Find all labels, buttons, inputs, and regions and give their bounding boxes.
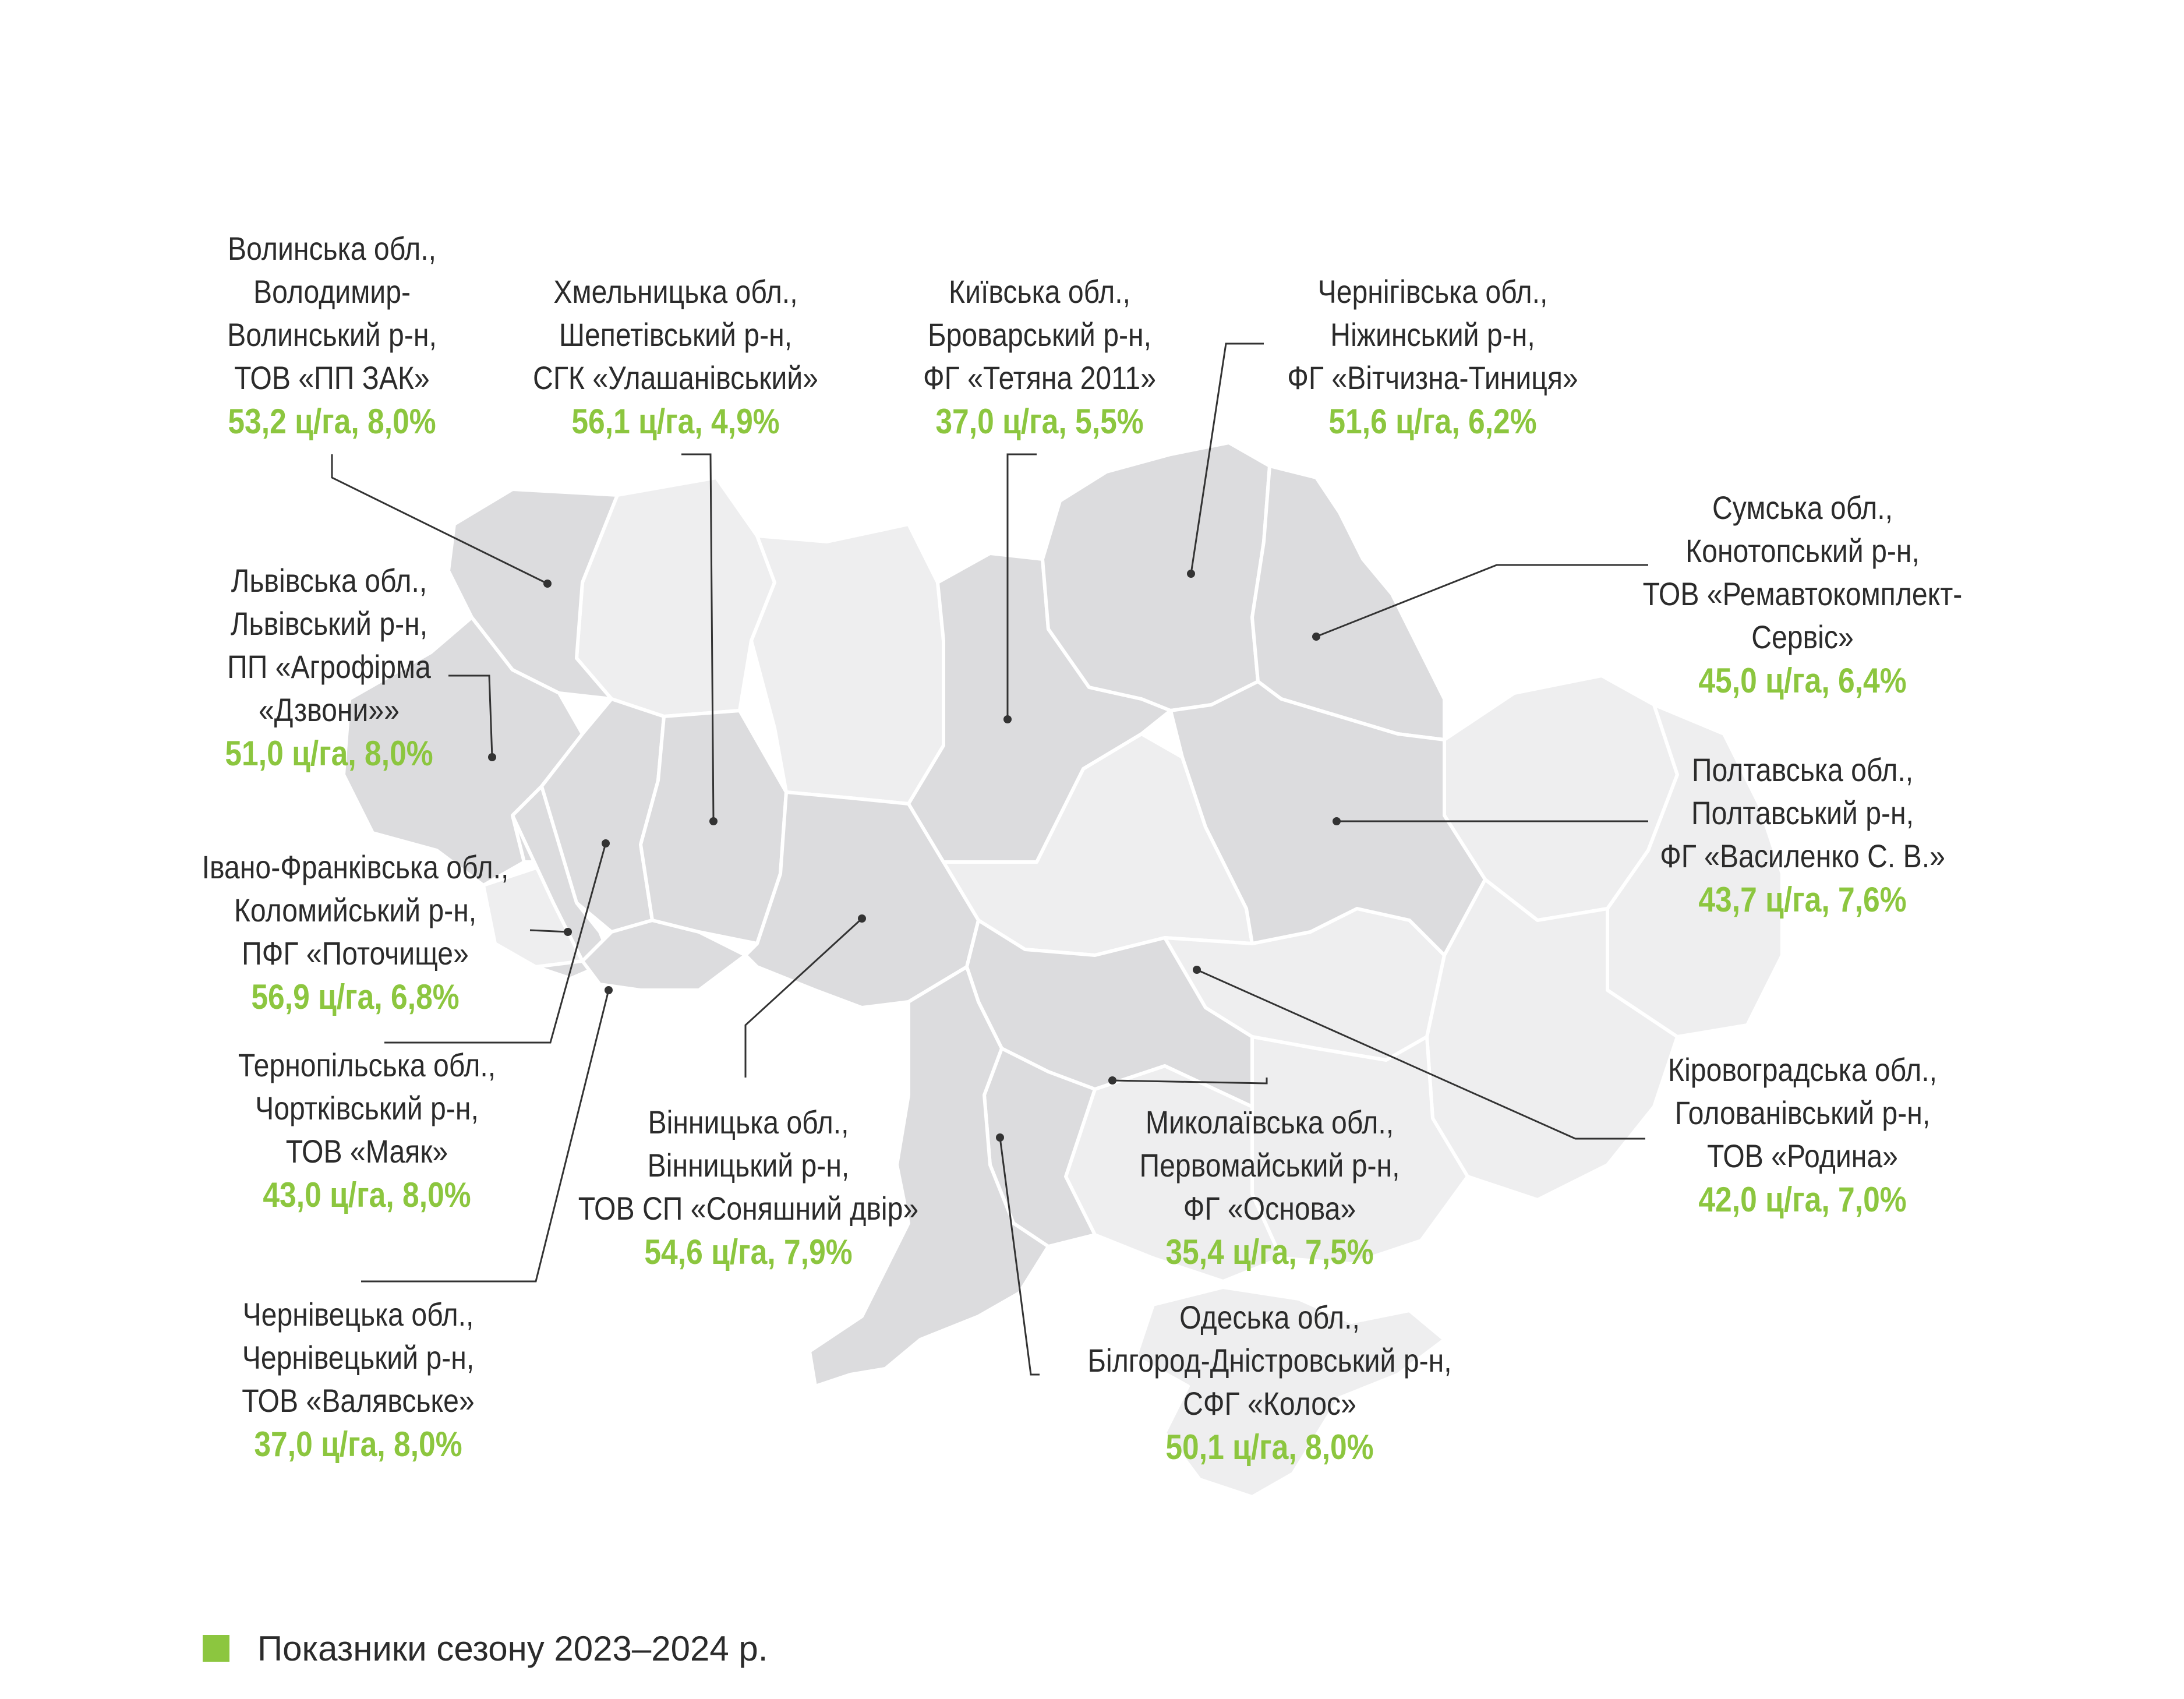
label-chernihiv xyxy=(1264,270,1602,444)
marker-mykolaiv xyxy=(1108,1076,1116,1085)
label-line: Миколаївська обл., xyxy=(1145,1104,1394,1140)
label-line: ТОВ «Ремавтокомплект- xyxy=(1642,575,1963,612)
marker-kirovohrad xyxy=(1193,966,1201,974)
label-value: 35,4 ц/га, 7,5% xyxy=(1165,1232,1374,1271)
label-line: Хмельницька обл., xyxy=(553,273,798,310)
label-line: ТОВ «Валявське» xyxy=(242,1382,475,1419)
label-kyiv xyxy=(904,270,1175,444)
label-line: ФГ «Василенко С. В.» xyxy=(1660,838,1945,874)
label-line: ФГ «Основа» xyxy=(1183,1190,1356,1227)
marker-lviv xyxy=(488,753,496,761)
label-ivano-frankivsk xyxy=(177,846,534,1019)
label-value: 54,6 ц/га, 7,9% xyxy=(644,1232,853,1271)
region-chernihiv xyxy=(1042,443,1270,711)
label-value: 45,0 ц/га, 6,4% xyxy=(1698,661,1907,700)
label-line: «Дзвони»» xyxy=(259,691,400,728)
label-lviv xyxy=(208,559,450,776)
label-odesa xyxy=(1058,1296,1481,1470)
label-line: Кіровоградська обл., xyxy=(1668,1051,1937,1088)
label-line: ТОВ «Маяк» xyxy=(285,1133,448,1170)
label-value: 51,6 ц/га, 6,2% xyxy=(1328,402,1537,441)
legend-swatch xyxy=(203,1635,229,1662)
marker-vinnytsia xyxy=(858,914,866,923)
label-line: Чернівецький р-н, xyxy=(242,1339,475,1376)
label-line: СФГ «Колос» xyxy=(1183,1385,1356,1422)
label-line: Полтавська обл., xyxy=(1691,751,1914,788)
label-line: Одеська обл., xyxy=(1179,1299,1360,1336)
label-line: ТОВ СП «Соняшний двір» xyxy=(578,1190,919,1227)
label-value: 37,0 ц/га, 8,0% xyxy=(254,1425,462,1464)
label-line: Броварський р-н, xyxy=(927,316,1152,353)
label-khmelnytskyi xyxy=(510,270,842,444)
label-line: Івано-Франківська обл., xyxy=(202,849,509,885)
region-zhytomyr xyxy=(751,524,943,804)
label-poltava xyxy=(1637,748,1969,922)
label-value: 56,9 ц/га, 6,8% xyxy=(251,977,460,1016)
label-line: Київська обл., xyxy=(949,273,1130,310)
label-line: Білгород-Дністровський р-н, xyxy=(1087,1342,1452,1379)
label-value: 51,0 ц/га, 8,0% xyxy=(225,734,433,773)
label-line: Коломийський р-н, xyxy=(234,892,477,928)
label-line: Голованівський р-н, xyxy=(1674,1094,1931,1131)
label-value: 50,1 ц/га, 8,0% xyxy=(1165,1428,1374,1467)
legend-label: Показники сезону 2023–2024 р. xyxy=(257,1629,768,1668)
label-chernivtsi xyxy=(223,1293,494,1467)
marker-odesa xyxy=(996,1133,1004,1142)
label-kirovohrad xyxy=(1646,1048,1959,1222)
marker-volyn xyxy=(543,580,552,588)
label-line: Чортківський р-н, xyxy=(255,1090,479,1126)
marker-sumy xyxy=(1312,633,1320,641)
label-vinnytsia xyxy=(550,1101,946,1274)
marker-poltava xyxy=(1333,817,1341,825)
label-value: 43,7 ц/га, 7,6% xyxy=(1698,880,1907,919)
label-line: Сервіс» xyxy=(1751,619,1854,655)
label-line: Львівський р-н, xyxy=(230,605,428,642)
label-line: Первомайський р-н, xyxy=(1139,1147,1400,1184)
marker-chernivtsi xyxy=(605,986,613,994)
marker-ternopil xyxy=(602,839,610,847)
marker-ivano-frankivsk xyxy=(564,928,572,936)
marker-khmelnytskyi xyxy=(709,817,718,825)
label-line: ТОВ «ПП ЗАК» xyxy=(234,359,430,396)
label-volyn xyxy=(210,227,454,444)
label-line: Ніжинський р-н, xyxy=(1330,316,1535,353)
legend xyxy=(203,1625,768,1672)
label-value: 53,2 ц/га, 8,0% xyxy=(228,402,436,441)
label-line: Шепетівський р-н, xyxy=(559,316,793,353)
label-line: Вінницька обл., xyxy=(648,1104,849,1140)
label-value: 56,1 ц/га, 4,9% xyxy=(571,402,780,441)
marker-kyiv xyxy=(1003,715,1012,723)
label-line: ТОВ «Родина» xyxy=(1707,1138,1898,1174)
label-mykolaiv xyxy=(1118,1101,1421,1274)
label-line: Чернігівська обл., xyxy=(1317,273,1548,310)
label-line: СГК «Улашанівський» xyxy=(533,359,818,396)
label-line: Вінницький р-н, xyxy=(647,1147,850,1184)
label-line: ФГ «Вітчизна-Тиниця» xyxy=(1287,359,1578,396)
label-ternopil xyxy=(217,1044,517,1217)
label-value: 42,0 ц/га, 7,0% xyxy=(1698,1180,1907,1219)
label-line: Конотопський р-н, xyxy=(1685,532,1920,569)
label-value: 43,0 ц/га, 8,0% xyxy=(263,1175,471,1214)
label-line: Сумська обл., xyxy=(1712,489,1893,526)
label-line: Волинська обл., xyxy=(228,230,436,267)
label-sumy xyxy=(1617,486,1988,703)
label-line: ФГ «Тетяна 2011» xyxy=(923,359,1157,396)
marker-chernihiv xyxy=(1187,570,1195,578)
label-value: 37,0 ц/га, 5,5% xyxy=(935,402,1144,441)
label-line: ПП «Агрофірма xyxy=(227,648,431,685)
label-line: Львівська обл., xyxy=(231,562,427,599)
label-line: ПФГ «Поточище» xyxy=(242,935,469,972)
label-line: Чернівецька обл., xyxy=(242,1296,474,1333)
label-line: Володимир- xyxy=(253,273,411,310)
label-line: Волинський р-н, xyxy=(227,316,437,353)
label-line: Тернопільська обл., xyxy=(238,1047,496,1083)
label-line: Полтавський р-н, xyxy=(1691,794,1914,831)
